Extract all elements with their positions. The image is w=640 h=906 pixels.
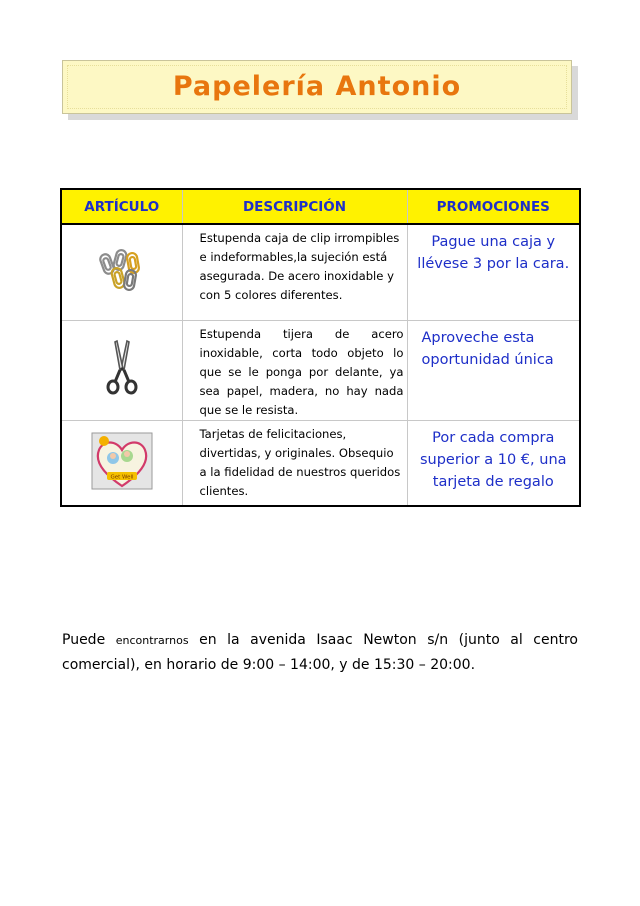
promotion-cell — [407, 224, 580, 320]
page-title: Papelería Antonio — [172, 71, 462, 102]
title-banner — [62, 60, 572, 114]
card-caption: Get Well — [110, 474, 134, 481]
column-header-promotions: PROMOCIONES — [407, 189, 580, 224]
promotion-cell — [407, 420, 580, 506]
table-row — [61, 420, 580, 506]
footer-text-small: encontrarnos — [115, 634, 189, 647]
column-header-article: ARTÍCULO — [61, 189, 182, 224]
article-cell — [61, 420, 182, 506]
description-cell — [182, 420, 407, 506]
greeting-card-icon — [91, 432, 153, 490]
footer-text-start: Puede — [62, 632, 116, 648]
promotion-text: Por cada compra superior a 10 €, una tarjeta de regalo — [419, 429, 567, 490]
article-cell — [61, 224, 182, 320]
footer-text-end: en la avenida Isaac Newton s/n (junto al centro comercial), en horario de 9:00 – 14:00, y de 15:30 – 20:00. — [62, 632, 578, 673]
products-table — [60, 188, 581, 507]
description-cell — [182, 224, 407, 320]
table-row — [61, 224, 580, 320]
column-header-description: DESCRIPCIÓN — [182, 189, 407, 224]
scissors-icon — [105, 339, 139, 397]
table-header-row — [61, 189, 580, 224]
footer-address — [62, 628, 578, 677]
promotion-cell — [407, 320, 580, 420]
product-description: Estupenda caja de clip irrompibles e indeformables,la sujeción está asegurada. De acero inoxidable y con 5 colores diferentes. — [199, 231, 400, 302]
promotion-text: Aproveche esta oportunidad única — [421, 329, 554, 368]
promotion-text: Pague una caja y llévese 3 por la cara. — [417, 234, 570, 272]
product-description: Tarjetas de felicitaciones, divertidas, y originales. Obsequio a la fidelidad de nuestros queridos clientes. — [199, 426, 401, 498]
product-description: Estupenda tijera de acero inoxidable, corta todo objeto lo que se le ponga por delante, ya sea papel, madera, no hay nada que se le resista. — [199, 326, 404, 417]
description-cell — [182, 320, 407, 420]
paper-clips-icon — [99, 248, 145, 292]
table-row — [61, 320, 580, 420]
article-cell — [61, 320, 182, 420]
